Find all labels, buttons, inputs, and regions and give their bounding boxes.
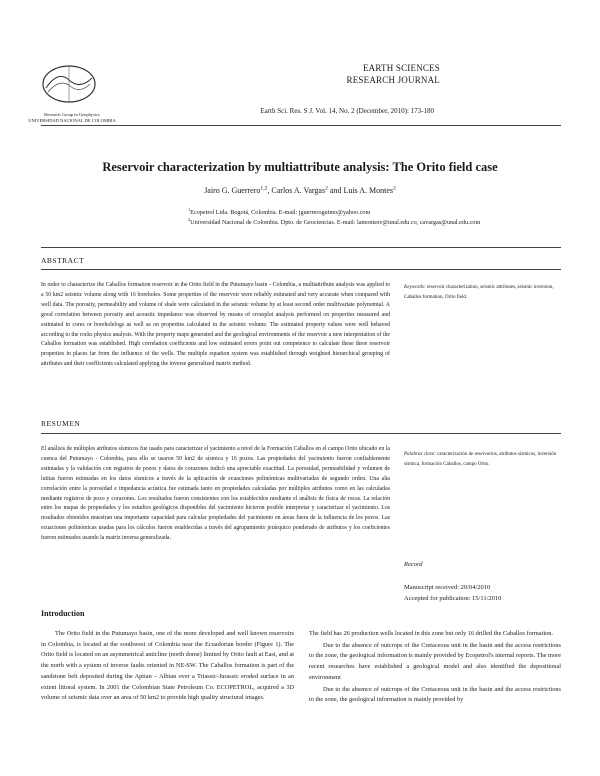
affiliation-1-mark: 1 bbox=[188, 206, 191, 212]
journal-logo bbox=[38, 60, 100, 108]
abstract-keywords-label: Keywords: bbox=[404, 285, 426, 290]
abstract-heading-rule bbox=[41, 269, 561, 270]
journal-citation: Earth Sci. Res. S J. Vol. 14, No. 2 (December, 2010): 173-180 bbox=[260, 107, 434, 115]
logo-caption-line1: Research Group in Geophysics bbox=[44, 112, 100, 117]
author-3: and Luis A. Montes bbox=[327, 186, 393, 195]
right-column bbox=[309, 629, 561, 770]
intro-paragraph-3: Due to the absence of outcrops of the Cretaceous unit in the basin and the access restrictions to the zone, the geological information is mainly provided by Ecopetrol's internal reports. The more recent researches have established a geological model and also identified the depositional environment bbox=[309, 641, 561, 681]
resumen-text: El análisis de múltiples atributos sísmicos fue usado para caracterizar el yacimiento a nivel de la Formación Caballos en el campo Orito ubicado en la cuenca del Putumayo - Colombia, para ello se usaron 50 km2 de sísmica y 16 pozos. Las propiedades del yacimiento fueron confiablemente estimadas y la validación con registros de pozos y datos de corazones indicó una apreciable exactitud. La porosidad, permeabilidad y volumen de lutitas fueron estimadas en los datos sísmicos a través de la aplicación de ecuaciones polinómicas multivariadas de segundo orden. Una alta correlación entre la porosidad e impedancia acústica fue estimada tanto en propiedades calculadas por múltiples atributos como en las calculadas mediante registros de pozo y corazones. Los resultados fueron consistentes con los establecidos mediante el análisis de física de rocas. La relación entre los mapas de propiedades y los estudios geológicos disponibles del yacimiento hicieron posible interpretar y caracterizar el yacimiento. Los resultados obtenidos muestran una importante capacidad para calcular propiedades del yacimiento en áreas fuera de la influencia de los pozos. Las ecuaciones polinómicas usadas para los cálculos fueron establecidas a través del agrupamiento jerárquico ponderado de atributos y los coeficientes fueron estimados usando la matriz inversa generalizada. bbox=[41, 446, 390, 542]
author-1-affiliation: 1,2 bbox=[260, 185, 268, 192]
author-2-affiliation: 2 bbox=[325, 185, 328, 192]
abstract-heading: ABSTRACT bbox=[41, 256, 85, 265]
affiliation-2-mark: 2 bbox=[188, 216, 191, 222]
logo-caption bbox=[18, 112, 126, 124]
intro-paragraph-4: Due to the absence of outcrops of the Cretaceous unit in the basin and the access restrictions to the zone, the geological information is mainly provided by bbox=[309, 685, 561, 704]
journal-name-line1: EARTH SCIENCES bbox=[362, 63, 440, 73]
affiliations bbox=[188, 208, 518, 227]
affiliation-2 bbox=[188, 218, 518, 228]
intro-paragraph-1: The Orito field in the Putumayo basin, one of the more developed and well known reservoirs in Colombia, is located at the southwest of Colombia near the Ecuadorian border (Figure 1). The Orito field is located on an asymmetrical anticline (north dome) limited by Orito fault at East, and at the north with a system of inverse faults oriented in NE-SW. The Caballos formation is part of the sandstone belt deposited during the Aptian – Albian over a Triassic-Jurassic eroded surface in an extent littoral system. In 2001 the Colombian State Petroleum Co. ECOPETROL, acquired a 3D volume of seismic data over an area of 50 km2 to provide high quality structural images. bbox=[41, 630, 294, 702]
logo-caption-line2: UNIVERSIDAD NACIONAL DE COLOMBIA bbox=[28, 118, 116, 123]
affiliation-1 bbox=[188, 208, 518, 218]
abstract-top-rule bbox=[41, 247, 561, 248]
introduction-heading: Introduction bbox=[41, 609, 85, 618]
resumen-keywords-label: Palabras clave: bbox=[404, 452, 436, 457]
left-column bbox=[41, 629, 294, 705]
affiliation-2-text: Universidad Nacional de Colombia. Dpto. de Geociencias. E-mail: lamontesv@unal.edu.co, cavargas@unal.edu.com bbox=[190, 218, 481, 226]
abstract-keywords bbox=[404, 283, 561, 302]
affiliation-1-text: Ecopetrol Ltda. Bogotá, Colombia. E-mail: jguerreroguimo@yahoo.com bbox=[190, 209, 371, 216]
author-line bbox=[0, 186, 600, 195]
resumen-keywords-text: caracterización de reservorios, atributos sísmicos, inversión sísmica, formación Caballos, campo Orito. bbox=[404, 452, 557, 467]
author-1: Jairo G. Guerrero bbox=[204, 186, 261, 195]
abstract-text: In order to characterize the Caballos formation reservoir in the Orito field in the Putumayo basin - Colombia, a multiattribute analysis was applied to a 50 km2 seismic volume along with 16 boreholes. Some properties of the reservoir were reliably estimated and very accurate when compared with well data. The porosity, permeability and volume of shale were calculated in the seismic volume by at least second order multivariate polynomial. A good correlation between porosity and acoustic impedance was observed by means of crossplot analysis performed on properties measured and estimated in cores or boreholelogs as well as on properties calculated in the seismic volume. The estimated property values were well behaved according to the rocks physics analysis. With the property maps generated and the geological environments of the reservoir a new interpretation of the Caballos formation was established. High correlation coefficients and low estimated errors point out competence to calculate these three reservoir properties in places far from the influence of the wells. The multiple equation system was established through weighted hierarchical grouping of attributes and their coefficients calculated applying the inverse generalized matrix method. bbox=[41, 282, 390, 368]
author-3-affiliation: 2 bbox=[393, 185, 396, 192]
abstract-keywords-text: reservoir characterization, seismic attributes, seismic inversion, Caballos formation, Orito field. bbox=[404, 285, 554, 300]
header-rule bbox=[41, 125, 561, 126]
resumen-heading: RESUMEN bbox=[41, 419, 81, 428]
record-heading: Record bbox=[404, 561, 423, 568]
journal-name-line2: RESEARCH JOURNAL bbox=[346, 75, 440, 85]
manuscript-received: Manuscript received: 20/04/2010 bbox=[404, 584, 491, 591]
intro-paragraph-2: The field has 26 production wells located in this zone but only 16 drilled the Caballos formation. bbox=[309, 630, 553, 637]
author-2: , Carlos A. Vargas bbox=[267, 186, 326, 195]
resumen-heading-rule bbox=[41, 433, 561, 434]
resumen-keywords bbox=[404, 450, 561, 469]
journal-name bbox=[347, 62, 440, 86]
accepted-date: Accepted for publication: 15/11/2010 bbox=[404, 595, 502, 602]
article-title: Reservoir characterization by multiattribute analysis: The Orito field case bbox=[102, 160, 498, 174]
